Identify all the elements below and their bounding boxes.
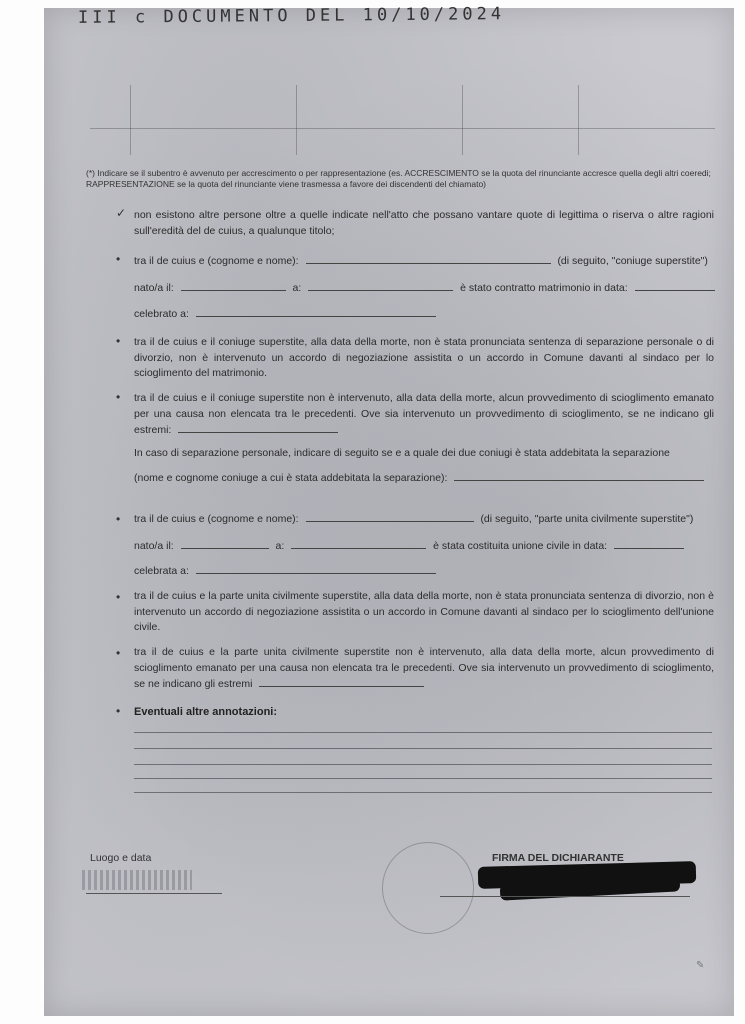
signature-label: FIRMA DEL DICHIARANTE [492, 852, 624, 864]
dissolution-details-field[interactable] [178, 422, 338, 433]
civil-no-dissolution-body: tra il de cuius e la parte unita civilmente superstite non è intervenuto, alla data della morte, alcun provvedimento di scioglimento emanato per una causa non elencata tra le precedenti. Ove sia intervenuto un provvedimento di scioglimento, se ne indicano gli estremi [134, 646, 714, 691]
bullet-icon: • [116, 252, 121, 266]
civil-born-label: nato/a il: [134, 540, 174, 552]
spouse-marriage-label: è stato contratto matrimonio in data: [460, 282, 628, 294]
separation-name-label: (nome e cognome coniuge a cui è stata addebitata la separazione): [134, 472, 448, 484]
annotation-line[interactable] [134, 778, 712, 779]
checkmark-icon: ✓ [116, 206, 127, 220]
separation-name-field[interactable] [454, 470, 704, 481]
table-remnant-line [578, 85, 579, 155]
spouse-name-label: tra il de cuius e (cognome e nome): [134, 255, 299, 267]
place-date-line[interactable] [86, 893, 222, 894]
spouse-birth-place-field[interactable] [308, 280, 453, 291]
bullet-icon: • [116, 590, 121, 604]
spouse-name-row [134, 253, 708, 269]
table-remnant-line [130, 85, 131, 155]
civil-born-place-label: a: [275, 540, 285, 552]
civil-birth-row [134, 538, 688, 554]
spouse-born-place-label: a: [292, 282, 302, 294]
separation-name-row [134, 470, 708, 486]
handwritten-header: III c DOCUMENTO DEL 10/10/2024 [77, 4, 506, 28]
table-remnant-line [296, 85, 297, 155]
civil-dissolution-details-field[interactable] [259, 676, 424, 687]
spouse-celebrated-field[interactable] [196, 306, 436, 317]
bullet-icon: • [116, 646, 121, 660]
annotation-line[interactable] [134, 764, 712, 765]
civil-celebrated-field[interactable] [196, 563, 436, 574]
civil-birth-place-field[interactable] [291, 538, 426, 549]
civil-birth-date-field[interactable] [181, 538, 269, 549]
civil-celebrated-row [134, 563, 440, 579]
civil-name-label: tra il de cuius e (cognome e nome): [134, 513, 299, 525]
bullet-icon: • [116, 704, 121, 718]
spouse-marriage-date-field[interactable] [635, 280, 715, 291]
spouse-celebrated-label: celebrato a: [134, 308, 189, 320]
bullet-icon: • [116, 390, 121, 404]
corner-scan-mark: ✎ [696, 960, 705, 971]
faint-stamp [382, 842, 474, 934]
civil-celebrated-label: celebrata a: [134, 565, 189, 577]
signature-line[interactable] [440, 896, 690, 897]
annotation-line[interactable] [134, 792, 712, 793]
no-dissolution-text [134, 391, 714, 439]
place-date-label: Luogo e data [90, 852, 152, 864]
civil-no-dissolution-text [134, 645, 714, 693]
civil-union-label: è stata costituita unione civile in data: [433, 540, 608, 552]
civil-no-divorce-text: tra il de cuius e la parte unita civilmente superstite, alla data della morte, non è stata pronunciata sentenza di divorzio, non è intervenuto un accordo di negoziazione assistita o un accordo in Comune davanti al sindaco per lo scioglimento dell'unione civile. [134, 590, 714, 634]
civil-union-date-field[interactable] [614, 538, 684, 549]
no-dissolution-body: tra il de cuius e il coniuge superstite non è intervenuto, alla data della morte, alcun provvedimento di scioglimento emanato per una causa non elencata tra le precedenti. Ove sia intervenuto un provvedimento di scioglimento, se ne indicano gli estremi: [134, 392, 714, 437]
table-remnant-rule [90, 128, 715, 129]
no-other-heirs-text: non esistono altre persone oltre a quelle indicate nell'atto che possano vantare quote di legittima o riserva o altre ragioni sull'eredità del de cuius, a qualunque titolo; [134, 209, 714, 237]
separation-case-text: In caso di separazione personale, indicare di seguito se e a quale dei due coniugi è stata addebitata la separazione [134, 447, 670, 459]
no-separation-text: tra il de cuius e il coniuge superstite, alla data della morte, non è stata pronunciata sentenza di separazione personale o di divorzio, non è intervenuto un accordo di negoziazione assistita o un accordo in Comune davanti al sindaco per lo scioglimento del matrimonio. [134, 336, 714, 380]
spouse-birth-row [134, 280, 719, 296]
civil-name-row [134, 511, 693, 527]
annotation-line[interactable] [134, 732, 712, 733]
spouse-birth-date-field[interactable] [181, 280, 286, 291]
spouse-celebrated-row [134, 306, 440, 322]
table-remnant-line [462, 85, 463, 155]
spouse-born-label: nato/a il: [134, 282, 174, 294]
annotation-line[interactable] [134, 748, 712, 749]
bullet-icon: • [116, 512, 121, 526]
spouse-name-field[interactable] [306, 253, 551, 264]
civil-name-suffix: (di seguito, "parte unita civilmente superstite") [480, 513, 694, 525]
handwritten-place-date [82, 870, 192, 890]
spouse-name-suffix: (di seguito, "coniuge superstite") [557, 255, 708, 267]
civil-name-field[interactable] [306, 511, 474, 522]
footnote: (*) Indicare se il subentro è avvenuto per accrescimento o per rappresentazione (es. ACCRESCIMENTO se la quota del rinunciante accresce quella degli altri coeredi; RAPPRESENTAZIONE se la quota del rinunciante viene trasmessa a favore dei discendenti del chiamato) [86, 168, 711, 189]
bullet-icon: • [116, 334, 121, 348]
annotations-heading: Eventuali altre annotazioni: [134, 706, 278, 718]
